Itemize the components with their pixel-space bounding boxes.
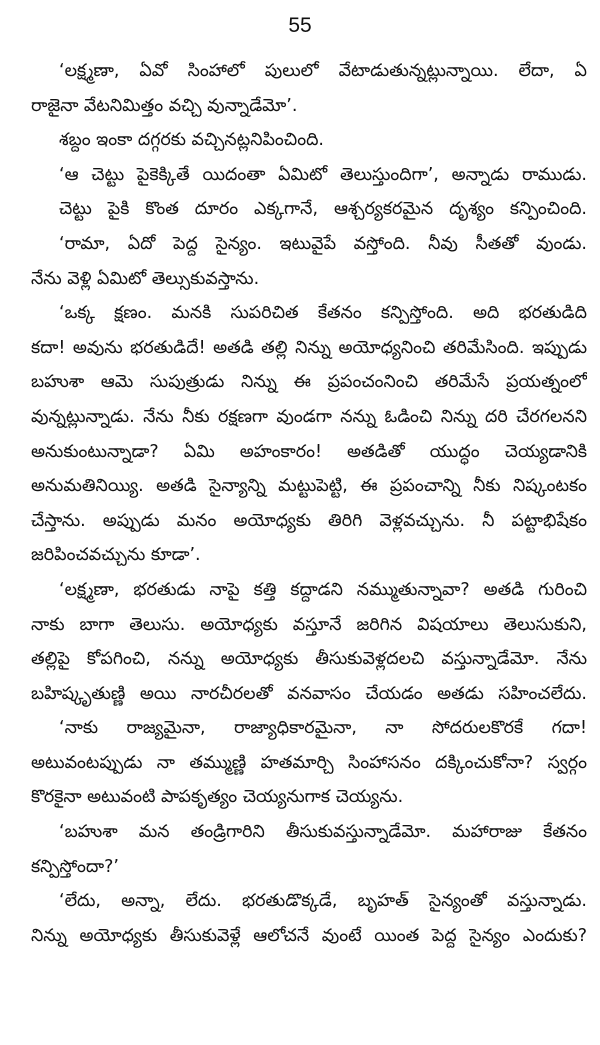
text-line: నేను వెళ్లి ఏమిటో తెల్సుకువస్తాను. — [31, 268, 260, 289]
text-line: బహిష్కృతుణ్ణి అయి నారచీరలతో వనవాసం చేయడం అతడు సహించలేదు. — [31, 683, 587, 704]
text-line: కొరకైనా అటువంటి పాపకృత్యం చెయ్యనుగాక చెయ్యను. — [31, 787, 404, 808]
text-line: ‘లక్ష్మణా, ఏవో సింహాలో పులులో వేటాడుతున్నట్లున్నాయి. లేదా, ఏ — [59, 61, 587, 81]
text-line: రాజైనా వేటనిమిత్తం వచ్చి వున్నాడేమో’. — [31, 95, 298, 116]
text-line: అటువంటప్పుడు నా తమ్ముణ్ణి హతమార్చి సింహాసనం దక్కించుకోనా? స్వర్గం — [31, 752, 587, 773]
text-line: జరిపించవచ్చును కూడా’. — [31, 545, 201, 566]
text-line: ‘ఆ చెట్టు పైకెక్కితే యిదంతా ఏమిటో తెలుస్తుందిగా’, అన్నాడు రాముడు. — [59, 164, 587, 185]
text-line: చెట్టు పైకి కొంత దూరం ఎక్కగానే, ఆశ్చర్యకరమైన దృశ్యం కన్పించింది. — [59, 199, 587, 220]
text-line: అనుకుంటున్నాడా? ఏమి అహంకారం! అతడితో యుద్ధం చెయ్యడానికి — [31, 441, 587, 462]
text-line: వున్నట్లున్నాడు. నేను నీకు రక్షణగా వుండగా నన్ను ఓడించి నిన్ను దరి చేరగలనని — [31, 406, 587, 427]
text-line: ‘బహుశా మన తండ్రిగారిని తీసుకువస్తున్నాడేమో. మహారాజు కేతనం — [59, 822, 587, 843]
text-line: నిన్ను అయోధ్యకు తీసుకువెళ్లే ఆలోచనే వుంటే యింత పెద్ద సైన్యం ఎందుకు? — [31, 925, 587, 946]
text-line: ‘ఒక్క క్షణం. మనకి సుపరిచిత కేతనం కన్పిస్తోంది. అది భరతుడిది — [59, 303, 587, 324]
text-line: ‘నాకు రాజ్యమైనా, రాజ్యాధికారమైనా, నా సోదరులకొరకే గదా! — [59, 718, 587, 739]
text-line: ‘రామా, ఏదో పెద్ద సైన్యం. ఇటువైపే వస్తోంది. నీవు సీతతో వుండు. — [59, 233, 587, 254]
text-line: అనుమతినియ్యి. అతడి సైన్యాన్ని మట్టుపెట్టి, ఈ ప్రపంచాన్ని నీకు నిష్కంటకం — [31, 476, 587, 497]
text-line: నాకు బాగా తెలుసు. అయోధ్యకు వస్తూనే జరిగిన విషయాలు తెలుసుకుని, — [31, 614, 587, 635]
text-line: కన్పిస్తోందా?’ — [31, 856, 119, 877]
text-line: ‘లేదు, అన్నా, లేదు. భరతుడొక్కడే, బృహత్ సైన్యంతో వస్తున్నాడు. — [59, 891, 587, 912]
page-body-text — [31, 54, 587, 953]
text-line: ‘లక్ష్మణా, భరతుడు నాపై కత్తి కద్దాడని నమ్ముతున్నావా? అతడి గురించి — [59, 579, 587, 600]
text-line: శబ్దం ఇంకా దగ్గరకు వచ్చినట్లనిపించింది. — [59, 130, 324, 151]
text-line: కదా! అవును భరతుడిదే! అతడి తల్లి నిన్ను అయోధ్యనించి తరిమేసింది. ఇప్పుడు — [31, 337, 587, 358]
text-line: బహుశా ఆమె సుపుత్రుడు నిన్ను ఈ ప్రపంచంనించి తరిమేసే ప్రయత్నంలో — [31, 372, 587, 393]
text-line: తల్లిపై కోపగించి, నన్ను అయోధ్యకు తీసుకువెళ్లదలచి వస్తున్నాడేమో. నేను — [31, 649, 587, 670]
page-number: 55 — [288, 14, 312, 37]
text-line: చేస్తాను. అప్పుడు మనం అయోధ్యకు తిరిగి వెళ్లవచ్చును. నీ పట్టాభిషేకం — [31, 510, 587, 531]
